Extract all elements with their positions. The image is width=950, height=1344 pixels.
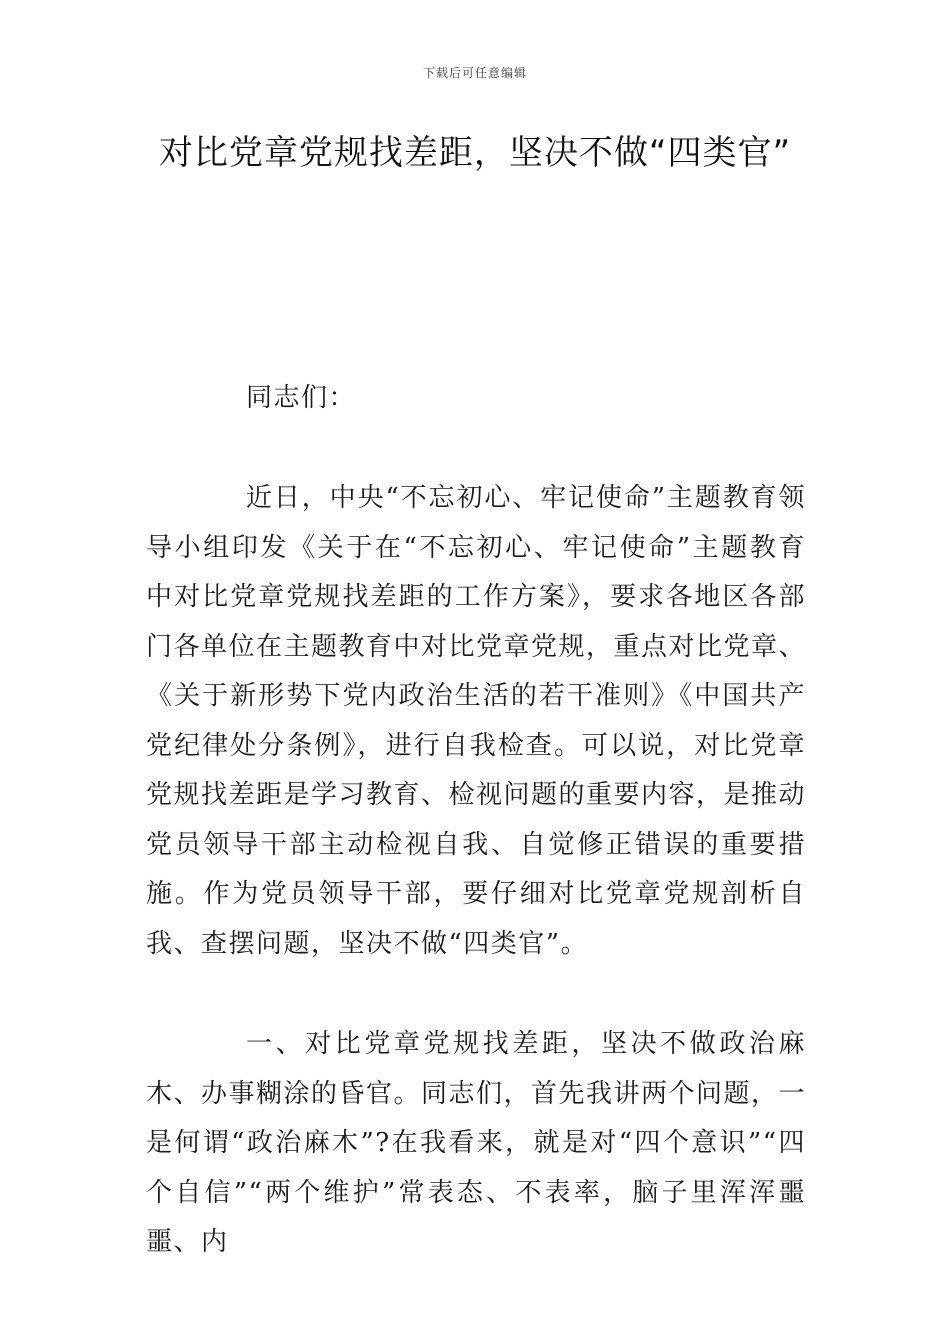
- paragraph-2: 一、对比党章党规找差距，坚决不做政治麻木、办事糊涂的昏官。同志们，首先我讲两个问题，一是何谓“政治麻木”?在我看来，就是对“四个意识”“四个自信”“两个维护”常表态、不表率，脑子里浑浑噩噩、内: [146, 1029, 807, 1257]
- paragraph-1: 近日，中央“不忘初心、牢记使命”主题教育领导小组印发《关于在“不忘初心、牢记使命”主题教育中对比党章党规找差距的工作方案》，要求各地区各部门各单位在主题教育中对比党章党规，重点对比党章、《关于新形势下党内政治生活的若干准则》《中国共产党纪律处分条例》，进行自我检查。可以说，对比党章党规找差距是学习教育、检视问题的重要内容，是推动党员领导干部主动检视自我、自觉修正错误的重要措施。作为党员领导干部，要仔细对比党章党规剖析自我、查摆问题，坚决不做“四类官”。: [146, 483, 807, 959]
- salutation: 同志们：: [246, 383, 357, 413]
- document-title: 对比党章党规找差距，坚决不做“四类官”: [158, 133, 792, 173]
- header-note: 下载后可任意编辑: [422, 66, 527, 80]
